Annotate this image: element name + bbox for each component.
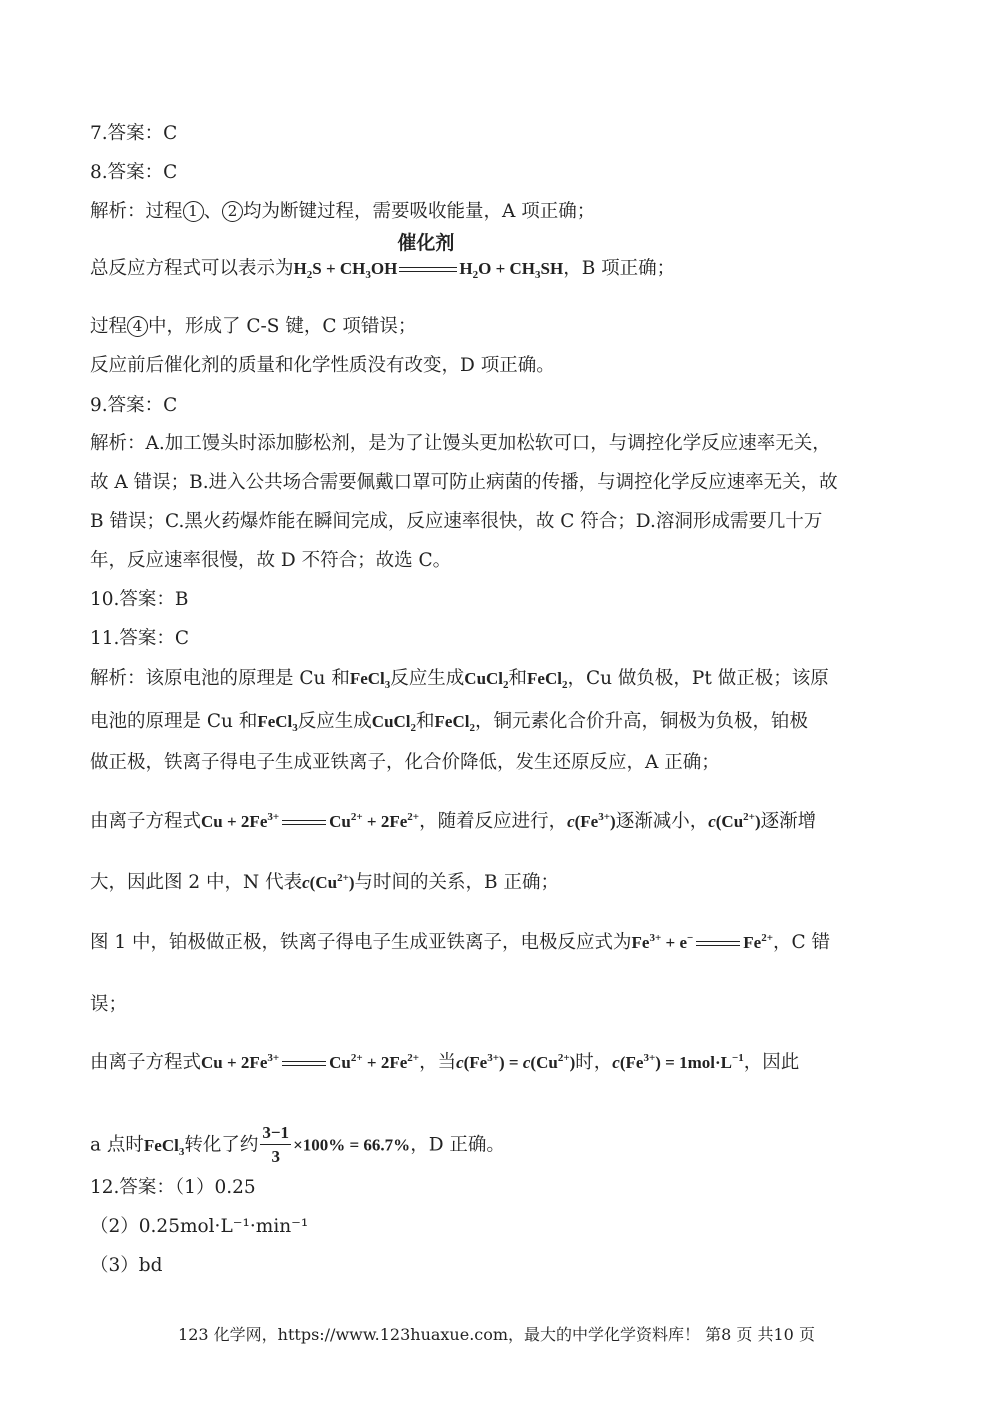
answer-8: 8.答案：C [90,162,178,183]
text: 和 [416,711,435,732]
formula-fecl3: FeCl$_3$ [143,1135,185,1158]
circled-number-2: 2 [222,201,243,222]
formula-fecl2: FeCl$_2$ [434,712,475,734]
text: 反应生成 [297,711,372,732]
answer-11-analysis-5 [90,871,559,895]
answer-9-analysis-4: 年，反应速率很慢，故 D 不符合；故选 C。 [90,550,452,571]
answer-12-part-2: （2）0.25mol·L⁻¹·min⁻¹ [90,1216,309,1237]
text: 逐渐增 [760,811,817,832]
text: 电池的原理是 Cu 和 [90,711,258,732]
formula-cucl2: CuCl$_2$ [464,669,509,691]
text: 过程 [90,316,128,337]
text: 逐渐减小， [615,811,709,832]
equation-total: $H_2S + CH_3OH$ 催化剂 $H_2O + CH_3SH$ [293,232,564,281]
fraction-denominator: 3 [271,1147,280,1166]
answer-10: 10.答案：B [90,589,189,610]
text: ，因此 [743,1052,800,1073]
text: ，铜元素化合价升高，铜极为负极，铂极 [474,711,808,732]
text: 总反应方程式可以表示为 [90,258,294,279]
text: 图 1 中，铂极做正极，铁离子得电子生成亚铁离子，电极反应式为 [90,932,632,953]
equal-conc-condition: $c(Fe^{3+}) = c(Cu^{2+})$ [456,1052,576,1072]
answer-11-analysis-9 [90,1122,505,1169]
answer-8-analysis-3 [90,315,416,339]
circled-number-1: 1 [183,201,204,222]
answer-7: 7.答案：C [90,123,178,144]
conc-cu2: $c(Cu^{2+})$ [302,872,355,892]
answer-9: 9.答案：C [90,395,178,416]
ionic-equation: $Cu + 2Fe^{3+}$ $Cu^{2+} + 2Fe^{2+}$ [201,1052,420,1072]
page-footer: 123 化学网，https://www.123huaxue.com，最大的中学化学资料库！ 第8 页 共10 页 [178,1325,815,1344]
answer-11-analysis-4 [90,810,816,834]
answer-11-analysis-2 [90,710,808,734]
conc-cu2: $c(Cu^{2+})$ [708,811,761,831]
formula-fecl2: FeCl$_2$ [527,669,568,691]
fraction-numerator: 3−1 [260,1122,291,1145]
text: ，当 [419,1052,457,1073]
answer-9-analysis-1: 解析：A.加工馒头时添加膨松剂，是为了让馒头更加松软可口，与调控化学反应速率无关， [90,433,831,454]
answer-12: 12.答案：（1）0.25 [90,1177,256,1198]
formula-cucl2: CuCl$_2$ [371,712,417,734]
answer-11-analysis-3: 做正极，铁离子得电子生成亚铁离子，化合价降低，发生还原反应，A 正确； [90,752,720,773]
answer-11: 11.答案：C [90,628,190,649]
circled-number-4: 4 [127,316,148,337]
text: ，C 错 [773,932,831,953]
text: a 点时 [90,1134,144,1156]
conc-value: $c(Fe^{3+}) = 1mol\cdot L^{-1}$ [612,1052,744,1072]
text: 解析：过程 [90,201,183,222]
text: ，B 项正确； [563,258,676,279]
answer-12-part-3: （3）bd [90,1255,163,1276]
text: 时， [575,1052,613,1073]
answer-9-analysis-3: B 错误；C.黑火药爆炸能在瞬间完成，反应速率很快，故 C 符合；D.溶洞形成需要几十万 [90,511,823,532]
text: 、 [203,201,223,222]
answer-11-analysis-1 [90,667,829,691]
answer-11-analysis-6 [90,931,830,955]
text: ，Cu 做负极，Pt 做正极；该原 [567,668,829,689]
text: 转化了约 [184,1134,259,1156]
text: 由离子方程式 [90,1052,202,1073]
percent-expression: ×100% = 66.7% [293,1135,411,1155]
answer-8-analysis-4: 反应前后催化剂的质量和化学性质没有改变，D 项正确。 [90,355,555,376]
text: 中，形成了 C-S 键，C 项错误； [148,316,417,337]
catalyst-label: 催化剂 [397,232,455,255]
catalyst-arrow [397,232,457,275]
answer-9-analysis-2: 故 A 错误；B.进入公共场合需要佩戴口罩可防止病菌的传播，与调控化学反应速率无关，故 [90,472,838,493]
answer-11-analysis-7: 误； [90,994,128,1015]
answer-11-analysis-8 [90,1051,799,1075]
text: 解析：该原电池的原理是 Cu 和 [90,668,350,689]
text: ，随着反应进行， [419,811,568,832]
text: 与时间的关系，B 正确； [354,872,559,893]
text: 大，因此图 2 中，N 代表 [90,872,303,893]
text: 反应生成 [390,668,465,689]
text: 由离子方程式 [90,811,202,832]
ionic-equation: $Cu + 2Fe^{3+}$ $Cu^{2+} + 2Fe^{2+}$ [201,811,420,831]
answer-8-analysis-1 [90,200,595,224]
formula-fecl3: FeCl$_3$ [349,669,391,691]
conc-fe3: $c(Fe^{3+})$ [567,811,616,831]
electrode-equation: $Fe^{3+} + e^-$ $Fe^{2+}$ [631,932,773,952]
text: 和 [508,668,528,689]
formula-fecl3: FeCl$_3$ [257,712,298,734]
answer-8-analysis-2 [90,232,676,281]
text: 均为断键过程，需要吸收能量，A 项正确； [243,201,596,222]
text: ，D 正确。 [410,1134,505,1156]
fraction [260,1122,291,1169]
